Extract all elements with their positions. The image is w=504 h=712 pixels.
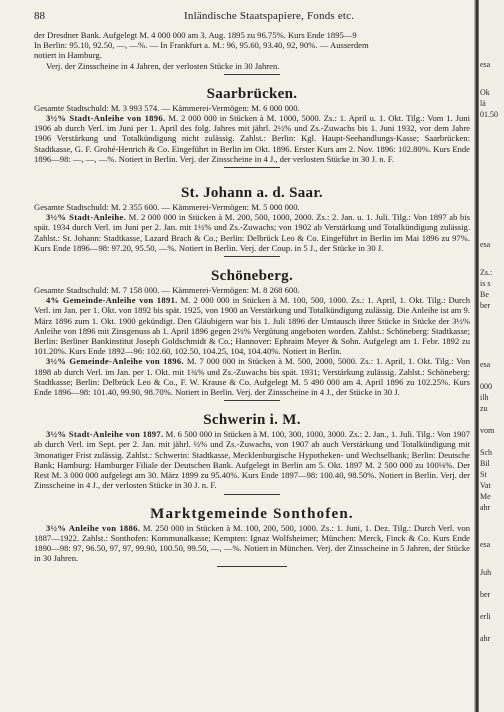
adjacent-text-fragment: 01.50 — [480, 110, 498, 119]
intro-line: notiert in Hamburg. — [34, 50, 102, 61]
bond-text: M. 2 000 000 in Stücken à M. 1000, 5000. Zs.: 1. April u. 1. Okt. Tilg.: Vom 1. Juni 1906 ab durch Verl. im Juni per 1. April des folg. Jahres mit jährl. 2½% und Zs.-Zuwachs bis 1. Juni 1932, vor dem Jahre 1906 Verstärkung und Totalkündigung nicht zulässig. Zahlst.: Berlin: Kgl. Haupt-Seehandlungs-Kasse; Saarbrücken: Stadtkasse, G. F. Grohé-Henrich & Co. Eingeführt in Berlin im Okt. 1896. Erster Kurs am 2. Nov. 1896: 102.80%. Kurs Ende 1896—98: —, —, —%. Notiert in Berlin. Verj. der Zinsscheine in 4 J., der verlosten Stücke in 30 J. n. F. — [34, 113, 470, 164]
adjacent-text-fragment: ilh — [480, 393, 489, 402]
section-title-schoeneberg: Schöneberg. — [210, 268, 294, 285]
debt-summary: Gesamte Stadtschuld: M. 2 355 600. — Kämmerei-Vermögen: M. 5 000 000. — [34, 202, 300, 213]
intro-line: Verj. der Zinsscheine in 4 Jahren, der verlosten Stücke in 30 Jahren. — [46, 60, 280, 71]
adjacent-text-fragment: Vat — [480, 481, 491, 490]
section-divider — [217, 566, 287, 567]
bond-text: M. 250 000 in Stücken à M. 100, 200, 500, 1000. Zs.: 1. Juni, 1. Dez. Tilg.: Durch Verl. von 1887—1922. Zahlst.: Sonthofen: Kommunalkasse; Kempten: Ignaz Wolfsheimer; München: Merck, Finck & Co. Kurs Ende 1890—98: 97, 96.50, 97, 97, 99.90, 100.50, 99.50, —, —%. Notiert in München. Verj. der Zinsscheine in 5 Jahren, der Stücke in 30 Jahren. — [34, 522, 470, 564]
bond-entry — [34, 429, 470, 490]
debt-summary: Gesamte Stadtschuld: M. 3 993 574. — Kämmerei-Vermögen: M. 6 000 000. — [34, 102, 300, 113]
bond-entry — [34, 212, 470, 253]
bond-entry — [34, 356, 470, 397]
adjacent-text-fragment: Zs.: — [480, 268, 493, 277]
adjacent-text-fragment: ber — [480, 301, 491, 310]
adjacent-text-fragment: is s — [480, 279, 491, 288]
bond-entry — [34, 113, 470, 164]
bond-text: M. 7 000 000 in Stücken à M. 500, 2000, 5000. Zs.: 1. April, 1. Okt. Tilg.: Von 1898 ab durch Verl. im Jan. per 1. Okt. mit 1¾% und Zs.-Zuwachs bis spät. 1931; Verstärkung zulässig. Zahlst.: Schöneberg: Stadtkasse; Berlin: Delbrück Leo & Co., F. W. Krause & Co. Aufgelegt M. 5 490 000 am 4. April 1896 zu 102.25%. Kurs Ende 1896—98: 101.40, 99.90, 98.70%. Notiert in Berlin. Verj. der Zinsscheine in 4 J., der Stücke in 30 J. — [34, 356, 470, 398]
section-title-schwerin: Schwerin i. M. — [203, 412, 301, 429]
adjacent-text-fragment: 000 — [480, 382, 492, 391]
adjacent-text-fragment: ber — [480, 590, 491, 599]
adjacent-text-fragment: esa — [480, 360, 491, 369]
adjacent-text-fragment: ahr — [480, 634, 491, 643]
bond-text: M. 2 000 000 in Stücken à M. 100, 500, 1000. Zs.: 1. April, 1. Okt. Tilg.: Durch Verl. im Jan. per 1. Okt. von 1892 bis spät. 1925, von 1900 an Verstärkung und Totalkündigung zulässig. Die Anleihe ist am 9. März 1896 zum 1. Okt. 1900 gekündigt. Den Gläubigern war bis 1. Juli 1896 der Umtausch ihrer Stücke in Stücke der 3½% Anleihe von 1896 mit Zinsgenuss ab 1. April 1896 gegen 2½% Vergütung angeboten worden. Zahlst.: Schöneberg: Stadtkasse; Berlin: Berliner Bankinstitut Joseph Goldschmidt & Co.; Hannover: Ephraim Meyer & Sohn. Aufgelegt am 1. Febr. 1892 zu 101.20%. Kurs Ende 1892—96: 102.60, 102.50, 104.25, 104, 104.40%. Notiert in Berlin. — [34, 295, 470, 357]
bond-text: M. 2 000 000 in Stücken à M. 200, 500, 1000, 2000. Zs.: 2. Jan. u. 1. Juli. Tilg.: Von 1897 ab bis spät. 1934 durch Verl. im Juni per 2. Jan. mit 1½% und Zs.-Zuwachs; von 1902 ab Verstärkung und Totalkündigung zulässig. Zahlst.: St. Johann: Stadtkasse, Lazard Brach & Co.; Berlin: Delbrück Leo & Co. Eingeführt in Berlin im Mai 1896 zu 97%. Kurs Ende 1896—98: 97.20, 95.50, —%. Notiert in Berlin. Verj. der Coup. in 5 J., der Stücke in 30 J. — [34, 212, 470, 253]
bond-name: 4% Gemeinde-Anleihe von 1891. — [46, 295, 178, 306]
adjacent-text-fragment: esa — [480, 540, 491, 549]
bond-name: 3½% Anleihe von 1886. — [46, 522, 141, 533]
adjacent-text-fragment: Ok — [480, 88, 490, 97]
page-header — [34, 10, 464, 26]
intro-line: der Dresdner Bank. Aufgelegt M. 4 000 000 am 3. Aug. 1895 zu 96.75%. Kurs Ende 1895—9 — [34, 30, 357, 40]
section-title-st-johann: St. Johann a. d. Saar. — [181, 185, 323, 202]
bond-name: 3½% Stadt-Anleihe von 1896. — [46, 113, 166, 124]
section-divider — [224, 74, 280, 75]
adjacent-text-fragment: vom — [480, 426, 495, 435]
bond-entry — [34, 295, 470, 356]
page-number: 88 — [34, 10, 45, 22]
section-title-saarbruecken: Saarbrücken. — [206, 85, 298, 102]
debt-summary: Gesamte Stadtschuld: M. 7 158 000. — Kämmerei-Vermögen: M. 8 268 600. — [34, 285, 300, 296]
adjacent-text-fragment: Me — [480, 492, 491, 501]
adjacent-text-fragment: zu — [480, 404, 488, 413]
bond-name: 3½% Gemeinde-Anleihe von 1896. — [46, 356, 184, 367]
adjacent-text-fragment: St — [480, 470, 487, 479]
bond-name: 3½% Stadt-Anleihe von 1897. — [46, 429, 164, 440]
adjacent-page-edge — [479, 0, 504, 712]
adjacent-text-fragment: ahr — [480, 503, 491, 512]
section-divider — [224, 494, 280, 495]
adjacent-text-fragment: Be — [480, 290, 489, 299]
adjacent-text-fragment: Sch — [480, 448, 492, 457]
adjacent-text-fragment: esa — [480, 60, 491, 69]
section-divider — [224, 256, 280, 257]
section-title-sonthofen: Marktgemeinde Sonthofen. — [150, 505, 354, 522]
bond-entry — [34, 523, 470, 564]
bond-name: 3½% Stadt-Anleihe. — [46, 212, 127, 223]
intro-line: In Berlin: 95.10, 92.50, —, —%. — In Frankfurt a. M.: 96, 95.60, 93.40, 92, 90%. — Ausserdem — [34, 40, 369, 51]
section-divider — [224, 167, 280, 168]
adjacent-text-fragment: erli — [480, 612, 491, 621]
adjacent-text-fragment: Bil — [480, 459, 490, 468]
adjacent-text-fragment: lä — [480, 99, 486, 108]
bond-text: M. 6 500 000 in Stücken à M. 100, 300, 1000, 3000. Zs.: 2. Jan., 1. Juli. Tilg.: Von 1907 ab durch Verl. im Sept. per 2. Jan. mit jährl. ½% und Zs.-Zuwachs, von 1907 ab auch Verstärkung und Totalkündigung mit 3monatiger Frist zulässig. Zahlst.: Schwerin: Stadtkasse, Mecklenburgische Hypotheken- und Wechselbank; Berlin: Deutsche Bank; Hamburg: Hamburger Filiale der Deutschen Bank. Aufgelegt in Berlin am 5. Okt. 1897 M. 2 500 000 zu 100⅛%. Der Rest M. 3 000 000 aufgelegt am 30. März 1899 zu 95.40%. Kurs Ende 1897—98: 100.40, 98.50%. Notiert in Berlin. Verj. der Zinsscheine in 4 J., der verlosten Stücke in 30 J. n. F. — [34, 429, 471, 491]
section-divider — [224, 400, 280, 401]
adjacent-text-fragment: Juh — [480, 568, 492, 577]
page-content — [34, 30, 470, 569]
running-title: Inländische Staatspapiere, Fonds etc. — [184, 10, 355, 22]
adjacent-text-fragment: esa — [480, 240, 491, 249]
